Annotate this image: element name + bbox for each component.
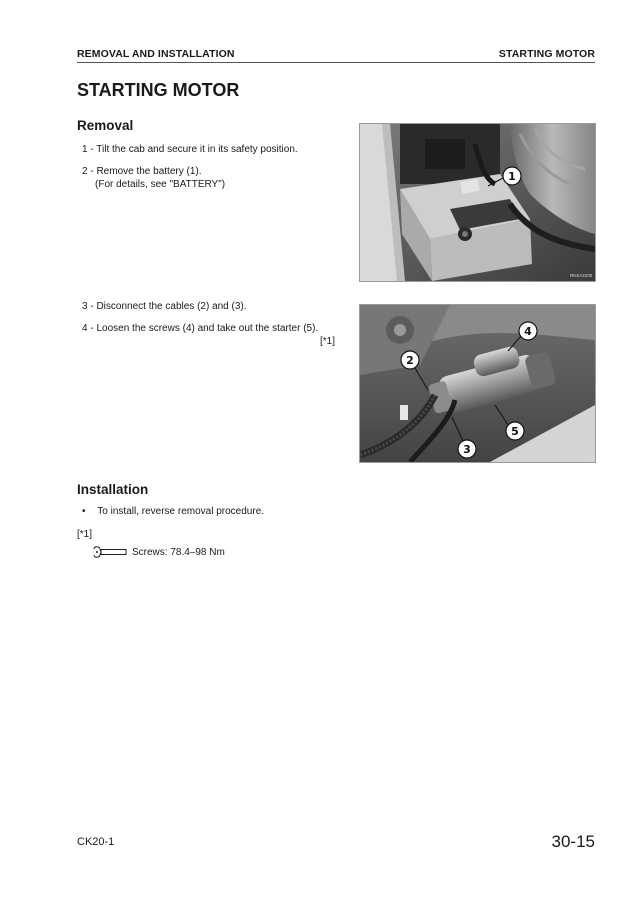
starter-photo bbox=[359, 304, 596, 463]
callout-5: 5 bbox=[511, 425, 519, 438]
page-title: STARTING MOTOR bbox=[77, 80, 240, 100]
installation-heading: Installation bbox=[77, 482, 149, 497]
installation-bullet bbox=[82, 506, 264, 517]
starter-photo-drawing bbox=[360, 305, 595, 462]
torque-spec bbox=[92, 545, 225, 559]
bullet-mark: • bbox=[82, 506, 86, 517]
torque-wrench-icon bbox=[92, 545, 128, 559]
step-number: 3 - bbox=[82, 301, 94, 312]
step-detail: (For details, see "BATTERY") bbox=[95, 179, 226, 190]
step-text: Remove the battery (1). bbox=[96, 166, 202, 177]
starter-photo-id: RKSA1880 bbox=[570, 454, 593, 459]
footer-model: CK20-1 bbox=[77, 836, 115, 848]
step-number: 4 - bbox=[82, 323, 94, 334]
step-number: 2 - bbox=[82, 166, 94, 177]
step-number: 1 - bbox=[82, 144, 94, 155]
footer-page-number: 30-15 bbox=[551, 832, 595, 851]
step-text: Loosen the screws (4) and take out the starter (5). bbox=[96, 323, 319, 334]
battery-photo-drawing bbox=[360, 124, 595, 281]
removal-step-2 bbox=[82, 165, 225, 191]
battery-photo bbox=[359, 123, 596, 282]
callout-1: 1 bbox=[508, 170, 516, 183]
removal-ref-mark: [*1] bbox=[320, 336, 336, 347]
header-rule bbox=[77, 62, 595, 63]
removal-step-4 bbox=[82, 322, 318, 335]
callout-4: 4 bbox=[524, 325, 532, 338]
step-text: Tilt the cab and secure it in its safety position. bbox=[96, 144, 298, 155]
battery-photo-id: RKSA2230 bbox=[570, 273, 593, 278]
torque-text: Screws: 78.4–98 Nm bbox=[132, 546, 225, 558]
header-chapter-title: STARTING MOTOR bbox=[498, 48, 595, 60]
installation-ref-mark: [*1] bbox=[77, 529, 93, 540]
removal-step-1 bbox=[82, 143, 298, 156]
step-text: Disconnect the cables (2) and (3). bbox=[96, 301, 247, 312]
removal-heading: Removal bbox=[77, 118, 134, 133]
bullet-text: To install, reverse removal procedure. bbox=[97, 506, 265, 517]
callout-2: 2 bbox=[406, 354, 414, 367]
header-section-title: REMOVAL AND INSTALLATION bbox=[77, 48, 235, 60]
callout-3: 3 bbox=[463, 443, 471, 456]
removal-step-3 bbox=[82, 300, 247, 313]
